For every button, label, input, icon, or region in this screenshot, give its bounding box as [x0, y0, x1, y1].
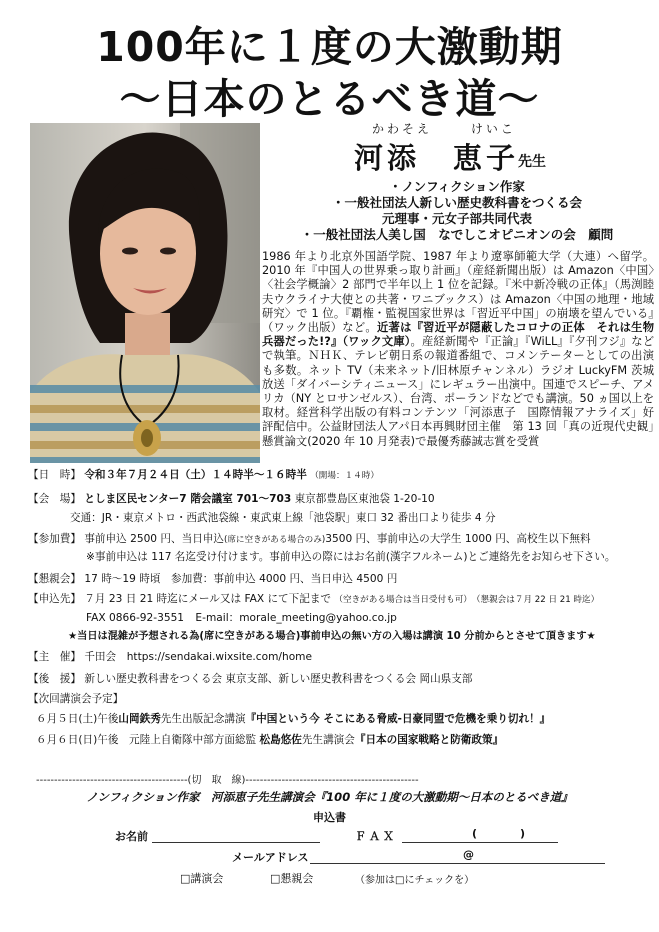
form-title: ノンフィクション作家 河添恵子先生講演会『100 年に１度の大激動期～日本のとるべき道』 — [86, 790, 573, 804]
info-warning: ★当日は混雑が予想される為(席に空きがある場合)事前申込の無い方の入場は講演 10 分前からとさせて頂きます★ — [68, 631, 596, 642]
next1-kind: 先生出版記念講演 — [160, 713, 246, 725]
info-venue-address: 東京都豊島区東池袋 1-20-10 — [294, 493, 435, 505]
info-apply-a: ７月 23 日 21 時迄にメール又は FAX にて下記まで — [84, 593, 332, 605]
email-label: E-mail： — [195, 612, 240, 624]
portrait-illustration — [30, 123, 260, 463]
info-party-label: 【懇親会】 — [28, 573, 81, 585]
info-apply-note: （空きがある場合は当日受付も可） （懇親会は７月 22 日 21 時迄） — [334, 595, 600, 605]
info-fee-a: 事前申込 2500 円、当日申込 — [84, 533, 224, 545]
ruby-given: けいこ — [470, 122, 516, 136]
info-apply-label: 【申込先】 — [28, 593, 81, 605]
info-date-open: （開場：１４時） — [310, 471, 379, 481]
form-checkbox-note: （参加は□にチェックを） — [355, 875, 475, 886]
email-address[interactable]: morale_meeting@yahoo.co.jp — [239, 612, 397, 624]
ruby-family: かわそえ — [372, 122, 433, 136]
info-host — [28, 650, 312, 664]
form-fax-paren-open: ( — [472, 827, 478, 840]
info-contact — [86, 611, 397, 625]
bio-text-1: 1986 年より北京外国語学院、1987 年より遼寧師範大学（大連）へ留学。2010 年『中国人の世界乗っ取り計画』（産経新聞出版）は Amazon〈中国〉〈社会学概論〉2 部門で半年以上 1 位を記録。『米中新冷戦の正体』（馬渕睦夫ウクライナ大使との共著・ワニブックス）は Amazon〈中国の地理・地域研究〉で 1 位。『覇権・監視国家世界は「習近平中国」の崩壊を望んでいる』（ワック出版）など。 — [262, 250, 654, 335]
info-next-event-2 — [36, 733, 503, 747]
speaker-name: 河添 恵子 — [354, 141, 520, 175]
form-fax-field[interactable] — [402, 842, 558, 843]
info-venue-name: としま区民センター7 階会議室 701～703 — [84, 493, 292, 505]
info-support — [28, 672, 472, 686]
next1-title: 『中国という今 そこにある脅威-日豪同盟で危機を乗り切れ！』 — [245, 713, 551, 725]
fax-number: 0866-92-3551 — [109, 612, 185, 624]
next1-date: ６月５日(土)午後 — [36, 713, 119, 725]
next2-kind: 先生講演会 — [301, 734, 355, 746]
info-date — [28, 468, 379, 483]
form-email-at: @ — [463, 848, 474, 861]
next2-date: ６月６日(日)午後 元陸上自衛隊中部方面総監 — [36, 734, 257, 746]
info-fee-b: 3500 円、事前申込の大学生 1000 円、高校生以下無料 — [325, 533, 591, 545]
info-next-label: 【次回講演会予定】 — [28, 693, 124, 705]
info-next-event-1 — [36, 712, 550, 726]
cut-line: ------------------------------------------(切 取 線)------------------------------------------------ — [36, 775, 419, 786]
main-title-line2: ～日本のとるべき道～ — [119, 75, 540, 123]
info-venue-label: 【会 場】 — [28, 493, 81, 505]
info-fee-deadline: ※事前申込は 117 名迄受け付けます。事前申込の際にはお名前(漢字フルネーム)とご連絡先をお知らせ下さい。 — [86, 551, 616, 563]
form-fax-label: ＦＡＸ — [355, 830, 397, 843]
form-email-field[interactable] — [310, 863, 605, 864]
bio-latest-book: 近著は『習近平が隠蔽したコロナの正体 それは生物兵器だった!?』（ワック文庫） — [262, 321, 654, 349]
form-checkbox-party[interactable]: □懇親会 — [270, 872, 314, 885]
info-support-value: 新しい歴史教科書をつくる会 東京支部、新しい歴史教科書をつくる会 岡山県支部 — [84, 673, 473, 685]
form-checkbox-lecture[interactable]: □講演会 — [180, 872, 224, 885]
info-host-label: 【主 催】 — [28, 651, 81, 663]
info-venue — [28, 492, 435, 506]
speaker-biography — [262, 250, 654, 449]
info-access: 交通：JR・東京メトロ・西武池袋線・東武東上線「池袋駅」東口 32 番出口より徒歩 4 分 — [70, 512, 496, 524]
speaker-name-ruby — [372, 120, 516, 137]
info-party — [28, 572, 397, 586]
info-fee-label: 【参加費】 — [28, 533, 81, 545]
info-date-label: 【日 時】 — [28, 469, 81, 481]
form-name-label: お名前 — [115, 830, 148, 843]
info-fee — [28, 532, 591, 547]
form-email-label: メールアドレス — [232, 851, 309, 864]
info-apply — [28, 592, 599, 607]
speaker-honorific: 先生 — [518, 154, 546, 170]
form-fax-paren-close: ) — [520, 827, 526, 840]
next2-title: 『日本の国家戦略と防衛政策』 — [354, 734, 504, 746]
info-party-value: 17 時～19 時頃 参加費：事前申込 4000 円、当日申込 4500 円 — [84, 573, 398, 585]
speaker-roles — [262, 179, 652, 243]
form-name-field[interactable] — [152, 842, 320, 843]
info-support-label: 【後 援】 — [28, 673, 81, 685]
info-fee-note: (席に空きがある場合のみ) — [223, 535, 326, 545]
next2-speaker: 松島悠佐 — [259, 734, 302, 746]
role-line: ・一般社団法人新しい歴史教科書をつくる会 — [331, 195, 582, 210]
main-title-line1: 100年に１度の大激動期 — [96, 23, 563, 71]
info-host-value[interactable]: 千田会 https://sendakai.wixsite.com/home — [84, 651, 313, 663]
role-line: ・ノンフィクション作家 — [389, 179, 525, 194]
speaker-photo — [30, 123, 260, 463]
role-line: ・一般社団法人美し国 なでしこオピニオンの会 顧問 — [300, 227, 614, 242]
fax-label: FAX — [86, 612, 106, 624]
next1-speaker: 山岡鉄秀 — [118, 713, 161, 725]
bio-text-2: 。産経新聞や『正論』『WiLL』『夕刊フジ』などで執筆。ＮＨＫ、テレビ朝日系の報道番組で、コメンテーターとしての出演も多数。ネット TV（未来ネット/旧林原チャンネル）ラジオ LuckyFM 茨城放送「ダイバーシティニュース」にレギュラー出演中。国連でスピーチ、アメリカ（NY とロサンゼルス）、台湾、ポーランドなどでも講演。50 ヵ国以上を取材。経営科学出版の有料コンテンツ「河添恵子 国際情報アナライズ」好評配信中。公益財団法人アパ日本再興財団主催 第 13 回「真の近現代史観」懸賞論文(2020 年 10 月発表)で最優秀藤誠志賞を受賞 — [262, 335, 655, 448]
info-date-value: 令和３年７月２４日（土）１４時半～１６時半 — [84, 469, 307, 481]
form-subtitle: 申込書 — [313, 811, 346, 824]
role-line: 元理事・元女子部共同代表 — [381, 211, 532, 226]
